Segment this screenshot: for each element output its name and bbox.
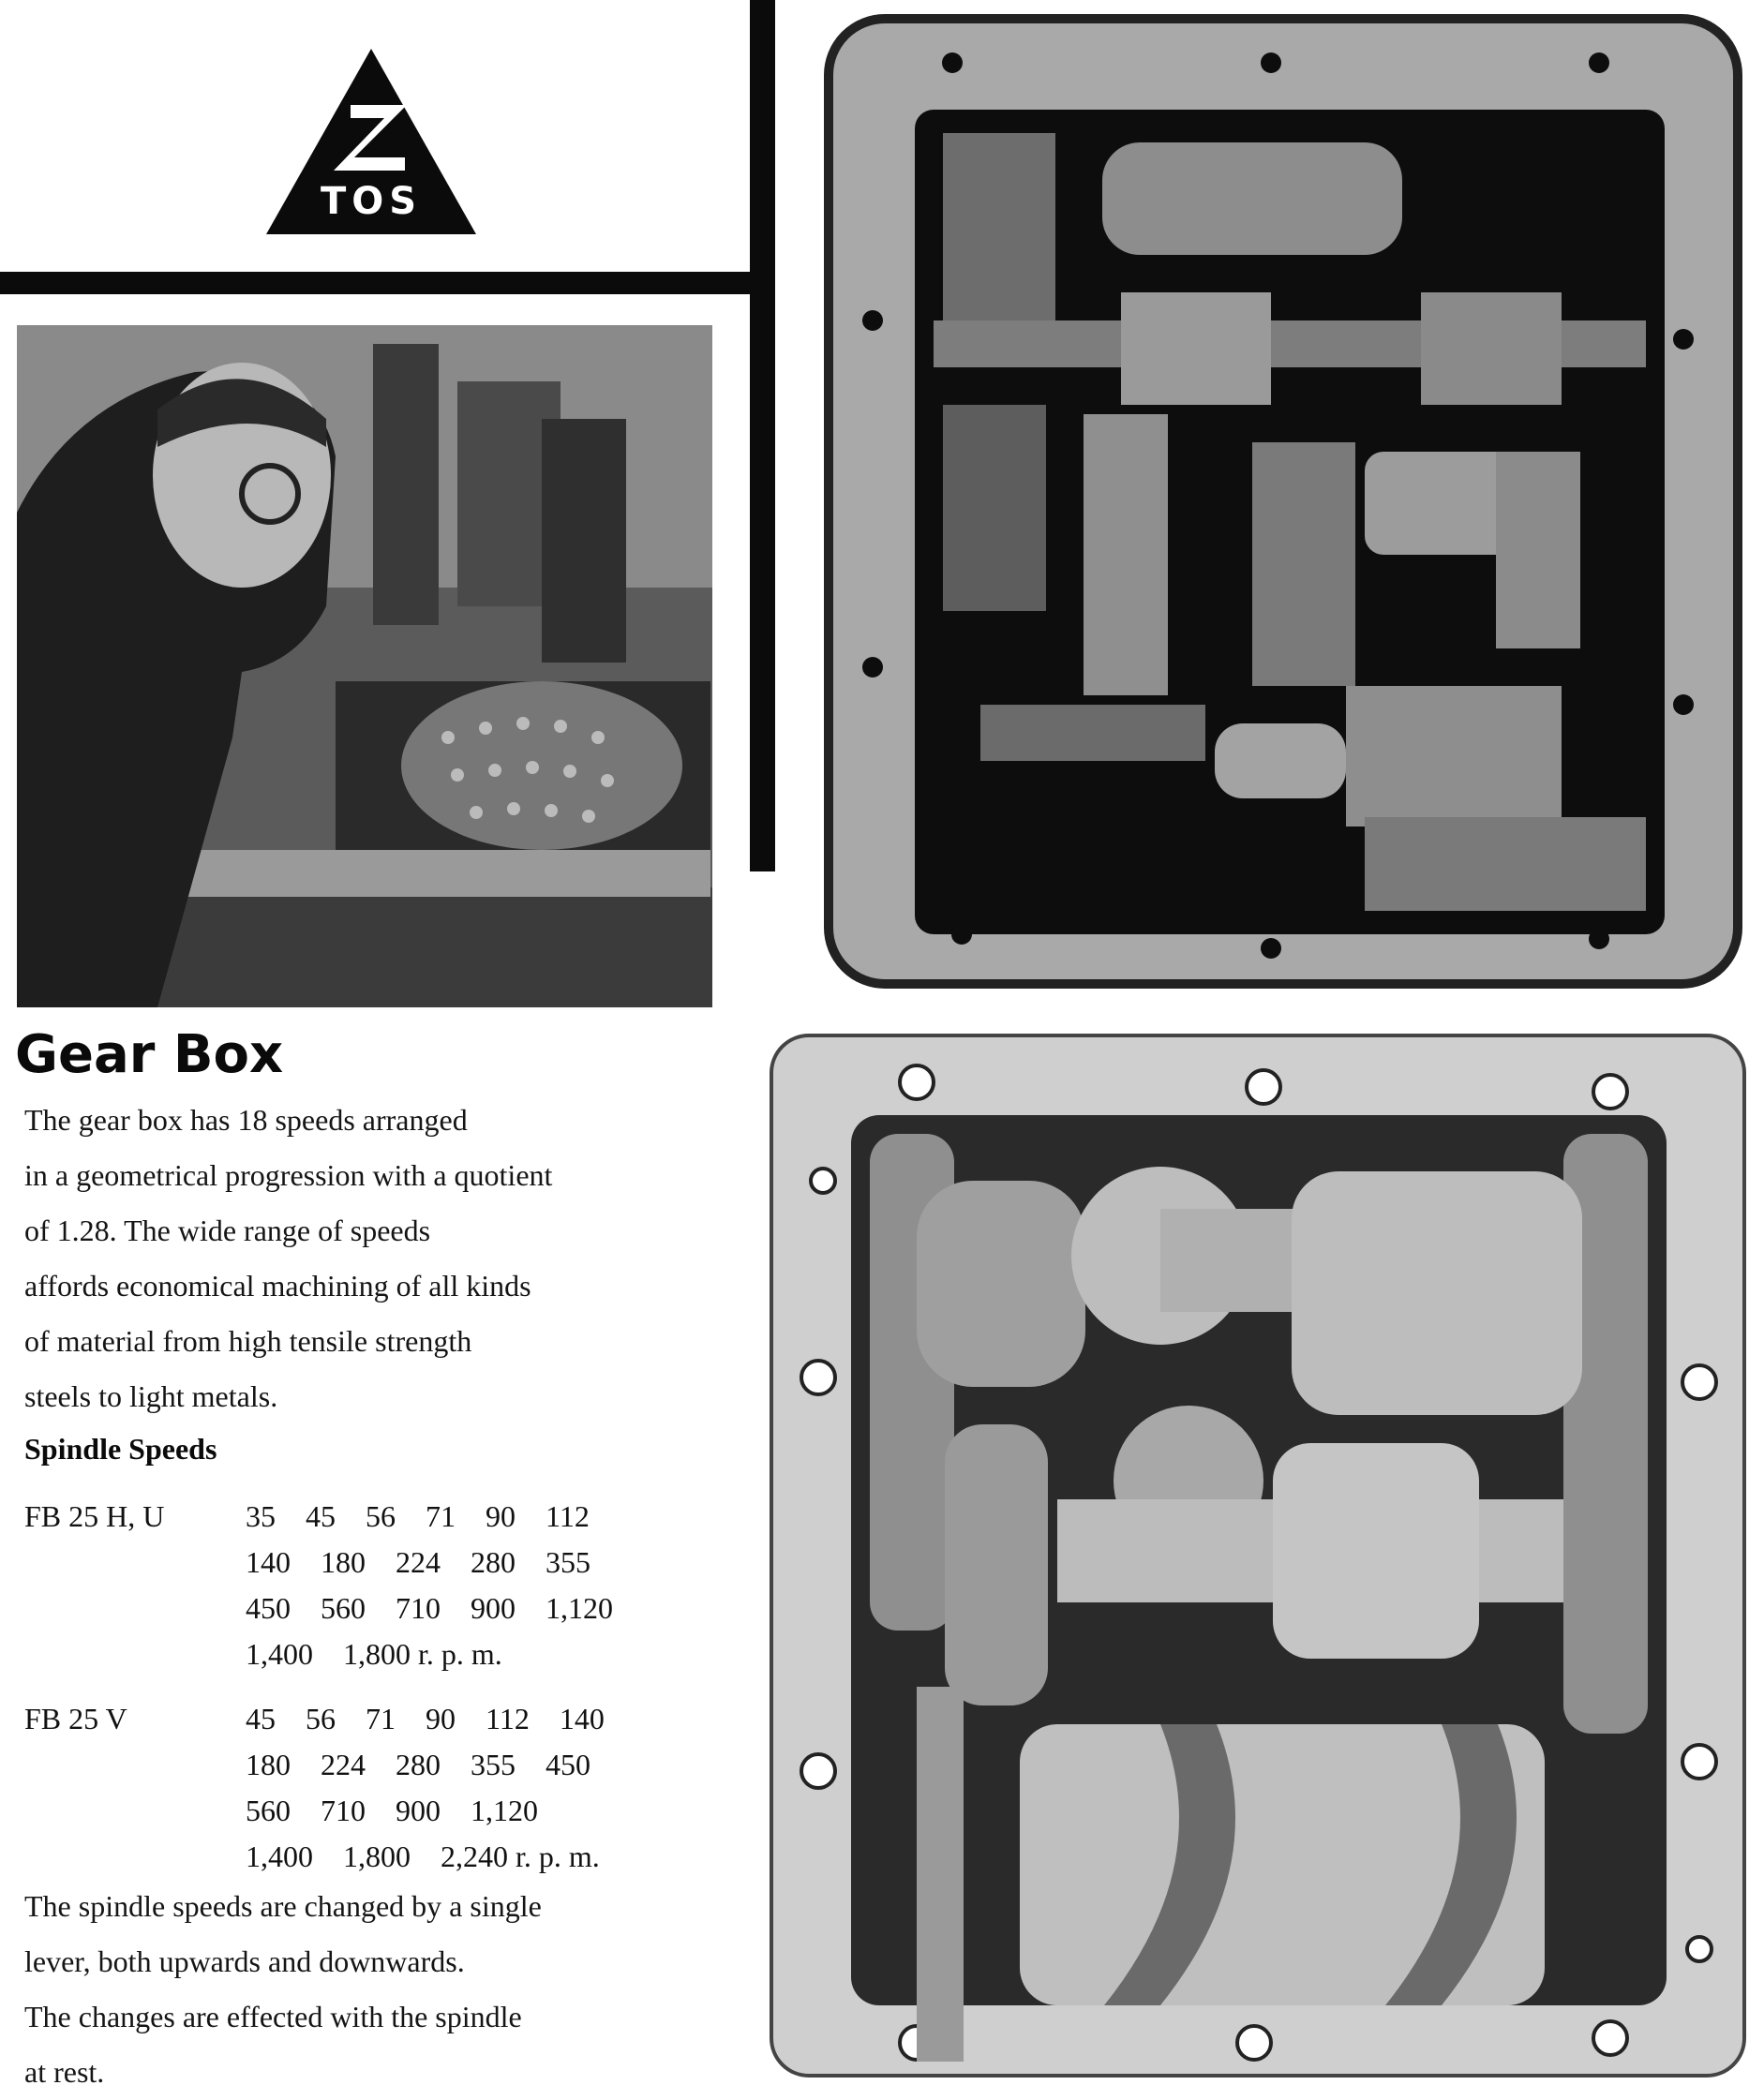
outro-line: at rest.	[24, 2055, 105, 2089]
intro-line: steels to light metals.	[24, 1379, 278, 1413]
speed-values-v	[246, 1696, 605, 1880]
outro-line: The changes are effected with the spindle	[24, 2000, 522, 2033]
logo-text: TOS	[320, 180, 423, 223]
gearbox-photo-top	[821, 11, 1749, 995]
outro-line: The spindle speeds are changed by a single	[24, 1889, 542, 1923]
speed-line: 45 56 71 90 112 140	[246, 1702, 605, 1735]
speed-line: 1,400 1,800 2,240 r. p. m.	[246, 1839, 600, 1873]
speed-line: 450 560 710 900 1,120	[246, 1591, 613, 1625]
intro-line: affords economical machining of all kinds	[24, 1269, 531, 1303]
spindle-speeds-heading: Spindle Speeds	[24, 1432, 217, 1466]
intro-paragraph	[24, 1093, 746, 1424]
tos-logo	[264, 47, 478, 239]
model-label-v: FB 25 V	[24, 1702, 127, 1735]
speed-line: 140 180 224 280 355	[246, 1545, 590, 1579]
speed-line: 560 710 900 1,120	[246, 1794, 538, 1827]
gearbox-photo-bottom	[767, 1031, 1749, 2080]
speed-line: 180 224 280 355 450	[246, 1748, 590, 1781]
speed-values-h-u	[246, 1494, 613, 1677]
speed-line: 1,400 1,800 r. p. m.	[246, 1637, 502, 1671]
intro-line: in a geometrical progression with a quotient	[24, 1158, 553, 1192]
section-title: Gear Box	[15, 1024, 284, 1085]
speed-line: 35 45 56 71 90 112	[246, 1499, 590, 1533]
vertical-rule	[750, 0, 775, 871]
horizontal-rule	[0, 272, 750, 294]
outro-line: lever, both upwards and downwards.	[24, 1944, 465, 1978]
intro-line: of 1.28. The wide range of speeds	[24, 1214, 431, 1247]
outro-paragraph	[24, 1879, 755, 2100]
worker-photo	[17, 325, 712, 1007]
intro-line: The gear box has 18 speeds arranged	[24, 1103, 468, 1137]
intro-line: of material from high tensile strength	[24, 1324, 472, 1358]
model-label-h-u: FB 25 H, U	[24, 1499, 165, 1533]
